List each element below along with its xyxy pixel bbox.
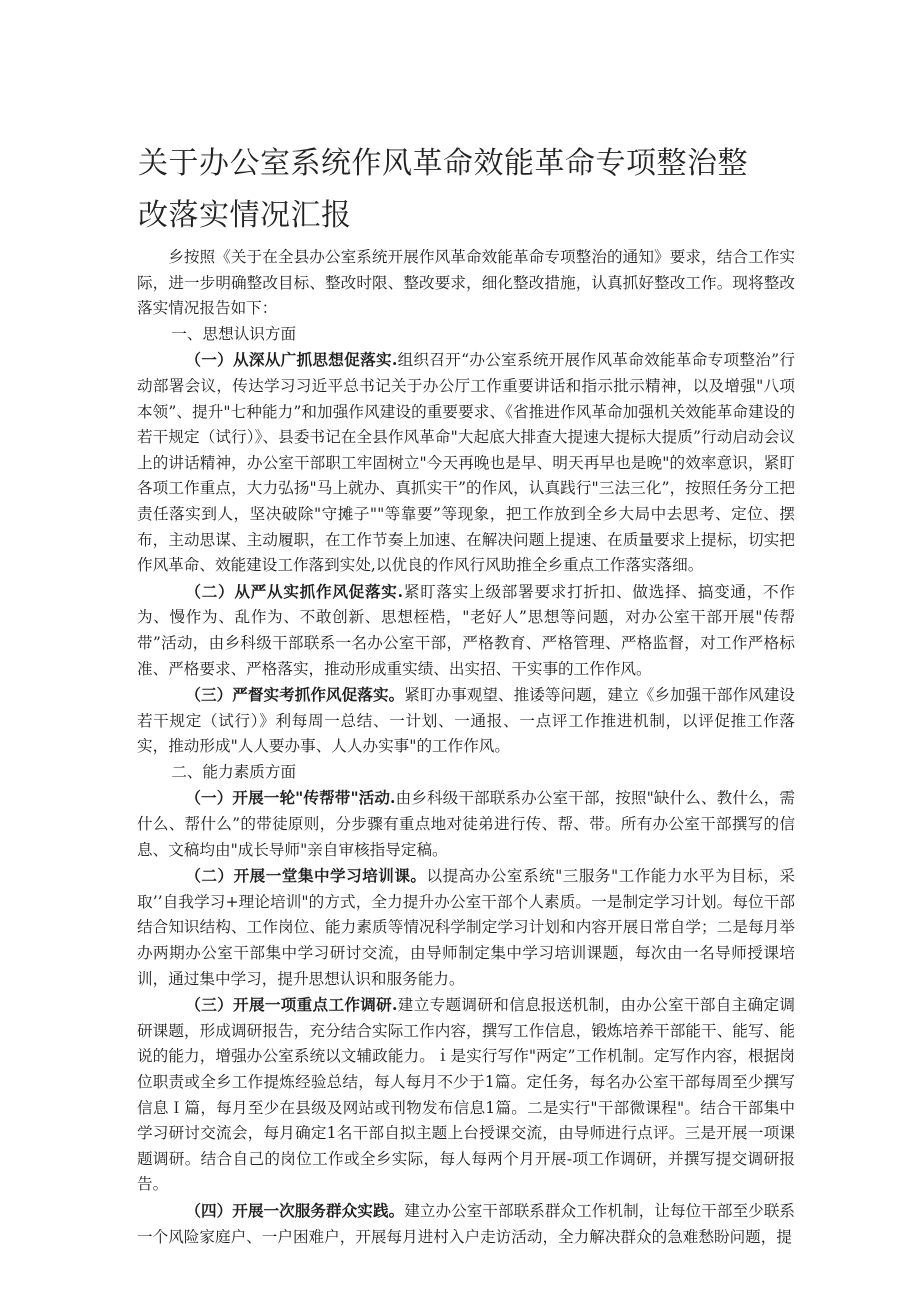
paragraph-lead: （三）严督实考抓作风促落实。 — [185, 685, 405, 705]
paragraph-1-2 — [137, 579, 795, 682]
paragraph-2-3 — [137, 992, 795, 1198]
paragraph-text: 建立专题调研和信息报送机制，由办公室干部自主确定调研课题，形成调研报告，充分结合实际工作内容，撰写工作信息，锻炼培养干部能干、能写、能说的能力，增强办公室系统以文辅政能力。ｉ是实行写作"两定”工作机制。定写作内容，根据岗位职责或全乡工作提炼经验总结，每人每月不少于1篇。定任务，每名办公室干部每周至少撰写信息Ｉ篇，每月至少在县级及网站或刊物发布信息1篇。二是实行"干部微课程"。结合干部集中学习研讨交流会，每月确定1名干部自拟主题上台授课交流，由导师进行点评。三是开展一项课题调研。结合自己的岗位工作或全乡实际，每人每两个月开展-项工作调研，并撰写提交调研报告。 — [137, 996, 795, 1194]
paragraph-lead: （一）开展一轮"传帮带"活动. — [185, 788, 396, 808]
paragraph-1-1 — [137, 347, 795, 578]
intro-paragraph: 乡按照《关于在全县办公室系统开展作风革命效能革命专项整治的通知》要求，结合工作实际，进一步明确整改目标、整改时限、整改要求，细化整改措施，认真抓好整改工作。现将整改落实情况报告如下： — [137, 248, 795, 318]
paragraph-1-3 — [137, 682, 795, 760]
paragraph-2-1 — [137, 785, 795, 863]
paragraph-2-4 — [137, 1198, 795, 1250]
document-title: 关于办公室系统作风革命效能革命专项整治整改落实情况汇报 — [138, 146, 748, 233]
paragraph-lead: （二）从严从实抓作风促落实. — [185, 581, 404, 601]
paragraph-text: 紧盯落实上级部署要求打折扣、做选择、搞变通，不作为、慢作为、乱作为、不敢创新、思想桎梏，"老好人”思想等问题，对办公室干部开展"传帮带”活动，由乡科级干部联系一名办公室干部，严格教育、严格管理、严格监督，对工作严格标准、严格要求、严格落实，推动形成重实绩、出实招、干实事的工作作风。 — [137, 582, 795, 678]
paragraph-lead: （四）开展一次服务群众实践。 — [185, 1200, 405, 1220]
paragraph-text: 组织召开“办公室系统开展作风革命效能革命专项整治”行动部署会议，传达学习习近平总书记关于办公厅工作重要讲话和指示批示精神，以及增强"八项本领”、提升"七种能力”和加强作风建设的重要要求、《省推进作风革命加强机关效能革命建设的若干规定（试行）》、县委书记在全县作风革命"大起底大排查大提速大提标大提质”行动启动会议上的讲话精神，办公室干部职工牢固树立"今天再晚也是早、明天再早也是晚"的效率意识，紧盯各项工作重点，大力弘扬"马上就办、真抓实干”的作风，认真践行"三法三化”，按照任务分工把责任落实到人，坚决破除"守摊子""等靠要”等现象，把工作放到全乡大局中去思考、定位、摆布，主动思谋、主动履职，在工作节奏上加速、在解决问题上提速、在质量要求上提标，切实把作风革命、效能建设工作落到实处,以优良的作风行风助推全乡重点工作落实落细。 — [137, 351, 795, 575]
paragraph-lead: （一）从深从广抓思想促落实. — [185, 350, 398, 370]
paragraph-text: 建立办公室干部联系群众工作机制，让每位干部至少联系一个风险家庭户、一户困难户，开展每月进村入户走访活动，全力解决群众的急难愁盼问题，提 — [137, 1201, 795, 1246]
paragraph-lead: （三）开展一项重点工作调研. — [185, 995, 398, 1015]
section-heading-ability: 二、能力素质方面 — [171, 762, 297, 781]
paragraph-text: 由乡科级干部联系办公室干部，按照"缺什么、教什么，需什么、帮什么”的带徒原则，分步骤有重点地对徒弟进行传、帮、带。所有办公室干部撰写的信息、文稿均由"成长导师"亲自审核指导定稿。 — [137, 789, 795, 859]
paragraph-text: 紧盯办事观望、推诿等问题，建立《乡加强干部作风建设若干规定（试行）》利每周一总结、一计划、一通报、一点评工作推进机制，以评促推工作落实，推动形成"人人要办事、人人办实事"的工作作风。 — [137, 686, 795, 756]
document-body — [137, 245, 795, 1250]
paragraph-text: 以提高办公室系统"三服务"工作能力水平为目标，采取’’自我学习+理论培训"的方式，全力提升办公室干部个人素质。一是制定学习计划。每位干部结合知识结构、工作岗位、能力素质等情况科学制定学习计划和内容开展日常自学；二是每月举办两期办公室干部集中学习研讨交流，由导师制定集中学习培训课题，每次由一名导师授课培训，通过集中学习，提升思想认识和服务能力。 — [137, 867, 795, 988]
paragraph-lead: （二）开展一堂集中学习培训课。 — [185, 866, 427, 886]
section-heading-thought: 一、思想认识方面 — [171, 324, 297, 343]
paragraph-2-2 — [137, 863, 795, 992]
